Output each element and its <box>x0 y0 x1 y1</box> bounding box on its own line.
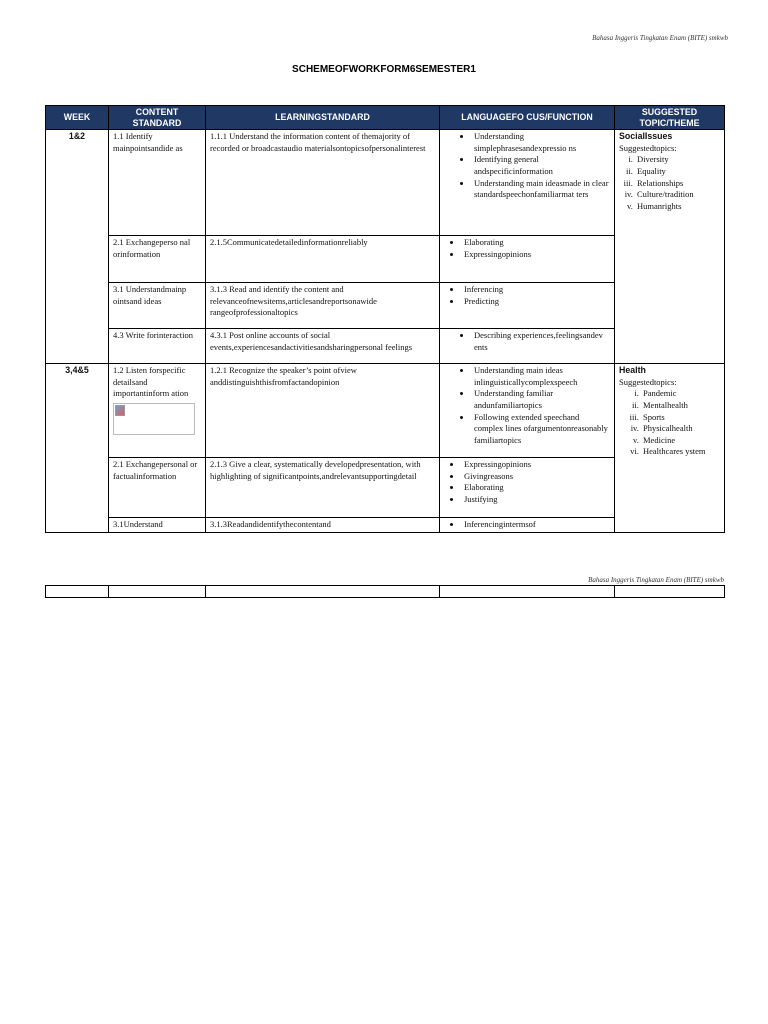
language-focus-item: • Understanding main ideas inlinguisticallycomplexspeech <box>472 365 610 388</box>
footer-note: Bahasa Inggeris Tingkatan Enam (BITE) smkwb <box>588 576 724 584</box>
content-standard-cell: 3.1Understand <box>109 518 206 533</box>
topic-item: v. Humanrights <box>635 201 720 213</box>
language-focus-cell <box>440 329 615 364</box>
content-standard-cell: 4.3 Write forinteraction <box>109 329 206 364</box>
language-focus-item: • Expressingopinions <box>462 249 610 261</box>
topic-item: i. Diversity <box>635 154 720 166</box>
topic-heading: Health <box>619 365 646 376</box>
content-standard-cell: 1.1 Identify mainpointsandide as <box>109 130 206 236</box>
topic-item: iv. Physicalhealth <box>641 423 720 435</box>
language-focus-item: • Predicting <box>462 296 610 308</box>
broken-image-icon <box>115 405 125 416</box>
topic-item: ii. Mentalhealth <box>641 400 720 412</box>
language-focus-item: • Elaborating <box>462 237 610 249</box>
content-standard-cell: 2.1 Exchangepersonal or factualinformation <box>109 458 206 518</box>
topic-item: iii. Sports <box>641 412 720 424</box>
table-row <box>46 130 725 236</box>
learning-standard-cell: 1.2.1 Recognize the speaker’s point ofview anddistinguishthisfromfactandopinion <box>206 364 440 458</box>
learning-standard-cell: 3.1.3Readandidentifythecontentand <box>206 518 440 533</box>
language-focus-item: • Elaborating <box>462 482 610 494</box>
language-focus-item: • Understanding simplephrasesandexpressio ns <box>472 131 610 154</box>
language-focus-item: • Describing experiences,feelingsandev ents <box>472 330 610 353</box>
column-header-suggested-topic: SUGGESTED TOPIC/THEME <box>615 106 725 130</box>
week-cell: 1&2 <box>46 130 109 364</box>
topic-subheading: Suggestedtopics: <box>619 376 677 387</box>
learning-standard-cell: 4.3.1 Post online accounts of social events,experiencesandactivitiesandsharingpersonal feelings <box>206 329 440 364</box>
language-focus-item: • Understanding main ideasmade in clear standardspeechonfamiliarmat ters <box>472 178 610 201</box>
column-header-week: WEEK <box>46 106 109 130</box>
language-focus-item: • Inferencingintermsof <box>462 519 610 531</box>
content-standard-text: 1.2 Listen forspecific detailsand importantinform ation <box>113 365 189 399</box>
empty-cell <box>46 586 109 598</box>
broken-image-placeholder <box>113 403 195 435</box>
language-focus-cell <box>440 364 615 458</box>
learning-standard-cell: 1.1.1 Understand the information content of themajority of recorded or broadcastaudio materialsontopicsofpersonalinterest <box>206 130 440 236</box>
column-header-content-standard: CONTENT STANDARD <box>109 106 206 130</box>
week-cell: 3,4&5 <box>46 364 109 533</box>
continuation-table <box>45 585 725 598</box>
empty-cell <box>615 586 725 598</box>
language-focus-item: • Givingreasons <box>462 471 610 483</box>
language-focus-cell <box>440 236 615 283</box>
learning-standard-cell: 2.1.3 Give a clear, systematically developedpresentation, with highlighting of significantpoints,andrelevantsupportingdetail <box>206 458 440 518</box>
empty-cell <box>206 586 440 598</box>
suggested-topic-cell <box>615 364 725 533</box>
language-focus-cell <box>440 518 615 533</box>
table-header-row <box>46 106 725 130</box>
empty-cell <box>440 586 615 598</box>
language-focus-cell <box>440 458 615 518</box>
table-row <box>46 364 725 458</box>
topic-item: ii. Equality <box>635 166 720 178</box>
content-standard-cell: 2.1 Exchangeperso nal orinformation <box>109 236 206 283</box>
topic-subheading: Suggestedtopics: <box>619 142 677 153</box>
column-header-language-focus: LANGUAGEFO CUS/FUNCTION <box>440 106 615 130</box>
topic-heading: SocialIssues <box>619 131 673 142</box>
header-note: Bahasa Inggeris Tingkatan Enam (BITE) smkwb <box>592 34 728 42</box>
learning-standard-cell: 3.1.3 Read and identify the content and relevanceofnewsitems,articlesandreportsonawide rangeofprofessionaltopics <box>206 283 440 329</box>
language-focus-item: • Identifying general andspecificinformation <box>472 154 610 177</box>
content-standard-cell <box>109 364 206 458</box>
language-focus-item: • Justifying <box>462 494 610 506</box>
topic-item: v. Medicine <box>641 435 720 447</box>
topic-item: vi. Healthcares ystem <box>641 446 720 458</box>
empty-cell <box>109 586 206 598</box>
page-title: SCHEMEOFWORKFORM6SEMESTER1 <box>292 64 476 75</box>
language-focus-item: • Inferencing <box>462 284 610 296</box>
language-focus-cell <box>440 283 615 329</box>
table-row <box>46 586 725 598</box>
content-standard-cell: 3.1 Understandmainp ointsand ideas <box>109 283 206 329</box>
suggested-topic-cell <box>615 130 725 364</box>
scheme-of-work-table <box>45 105 725 533</box>
language-focus-item: • Understanding familiar andunfamiliartopics <box>472 388 610 411</box>
language-focus-cell <box>440 130 615 236</box>
language-focus-item: • Following extended speechand complex lines ofargumentonreasonably familiartopics <box>472 412 610 447</box>
column-header-learning-standard: LEARNINGSTANDARD <box>206 106 440 130</box>
topic-item: iv. Culture/tradition <box>635 189 720 201</box>
learning-standard-cell: 2.1.5Communicatedetailedinformationreliably <box>206 236 440 283</box>
topic-item: i. Pandemic <box>641 388 720 400</box>
topic-item: iii. Relationships <box>635 178 720 190</box>
language-focus-item: • Expressingopinions <box>462 459 610 471</box>
